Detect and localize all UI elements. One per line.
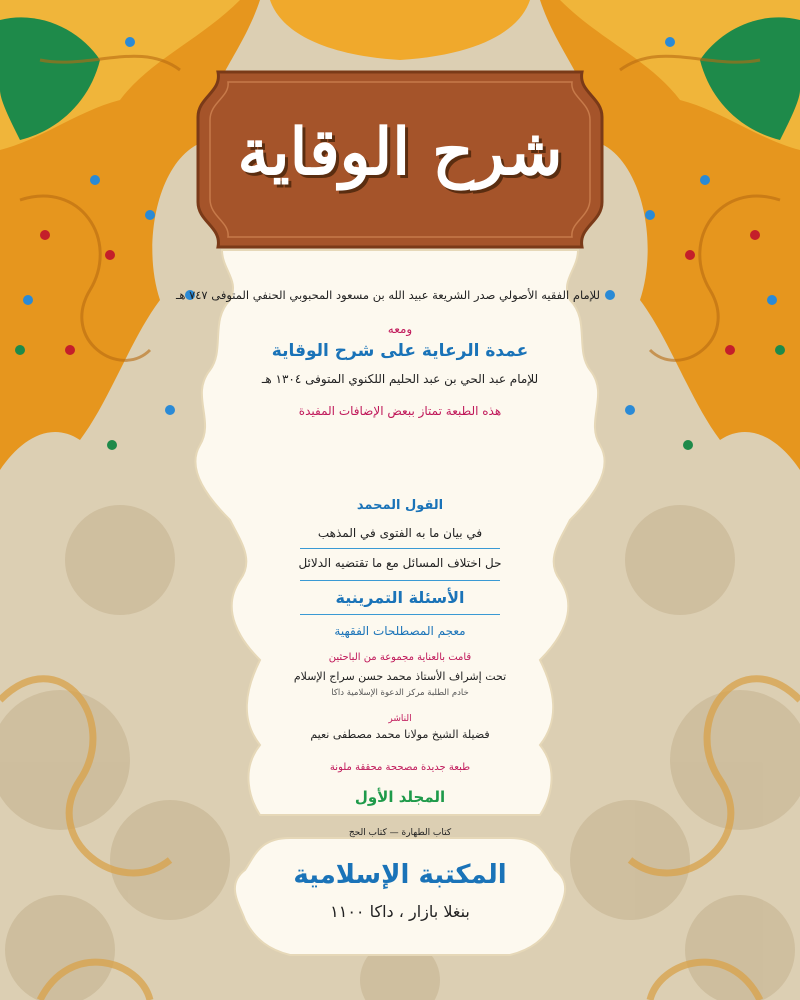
publisher-label: الناشر xyxy=(388,714,412,724)
publisher-address: بنغلا بازار ، داكا ١١٠٠ xyxy=(330,902,470,921)
commentary-title: عمدة الرعاية على شرح الوقاية xyxy=(271,341,529,361)
extra-item: معجم المصطلحات الفقهية xyxy=(334,624,466,638)
divider xyxy=(300,548,500,549)
publisher-name: المكتبة الإسلامية xyxy=(293,860,507,890)
edition-note: هذه الطبعة تمتاز ببعض الإضافات المفيدة xyxy=(298,404,502,418)
divider xyxy=(300,580,500,581)
divider xyxy=(300,614,500,615)
extra-item: حل اختلاف المسائل مع ما تقتضيه الدلائل xyxy=(298,556,502,570)
and-with-it: ومعه xyxy=(387,322,413,336)
reviewed-by: تحت إشراف الأستاذ محمد حسن سراج الإسلام xyxy=(293,670,507,683)
volume-label: المجلد الأول xyxy=(354,788,446,806)
extra-item: في بيان ما به الفتوى في المذهب xyxy=(317,526,483,540)
contents-label: كتاب الطهارة — كتاب الحج xyxy=(348,828,452,838)
reviewed-role: خادم الطلبة مركز الدعوة الإسلامية داكا xyxy=(331,688,469,698)
extras-heading: القول المحمد xyxy=(356,498,444,513)
extra-item: الأسئلة التمرينية xyxy=(335,588,465,607)
author-line: للإمام الفقيه الأصولي صدر الشريعة عبيد الله بن مسعود المحبوبي الحنفي المتوفى ٧٤٧ هـ xyxy=(175,288,600,302)
reviewed-label: قامت بالعناية مجموعة من الباحثين xyxy=(328,652,472,663)
book-title: شرح الوقاية xyxy=(237,115,563,190)
edition-type: طبعة جديدة مصححة محققة ملونة xyxy=(329,762,471,773)
publisher-person: فضيلة الشيخ مولانا محمد مصطفى نعيم xyxy=(310,728,490,741)
commentary-author: للإمام عبد الحي بن عبد الحليم اللكنوي المتوفى ١٣٠٤ هـ xyxy=(261,372,539,386)
